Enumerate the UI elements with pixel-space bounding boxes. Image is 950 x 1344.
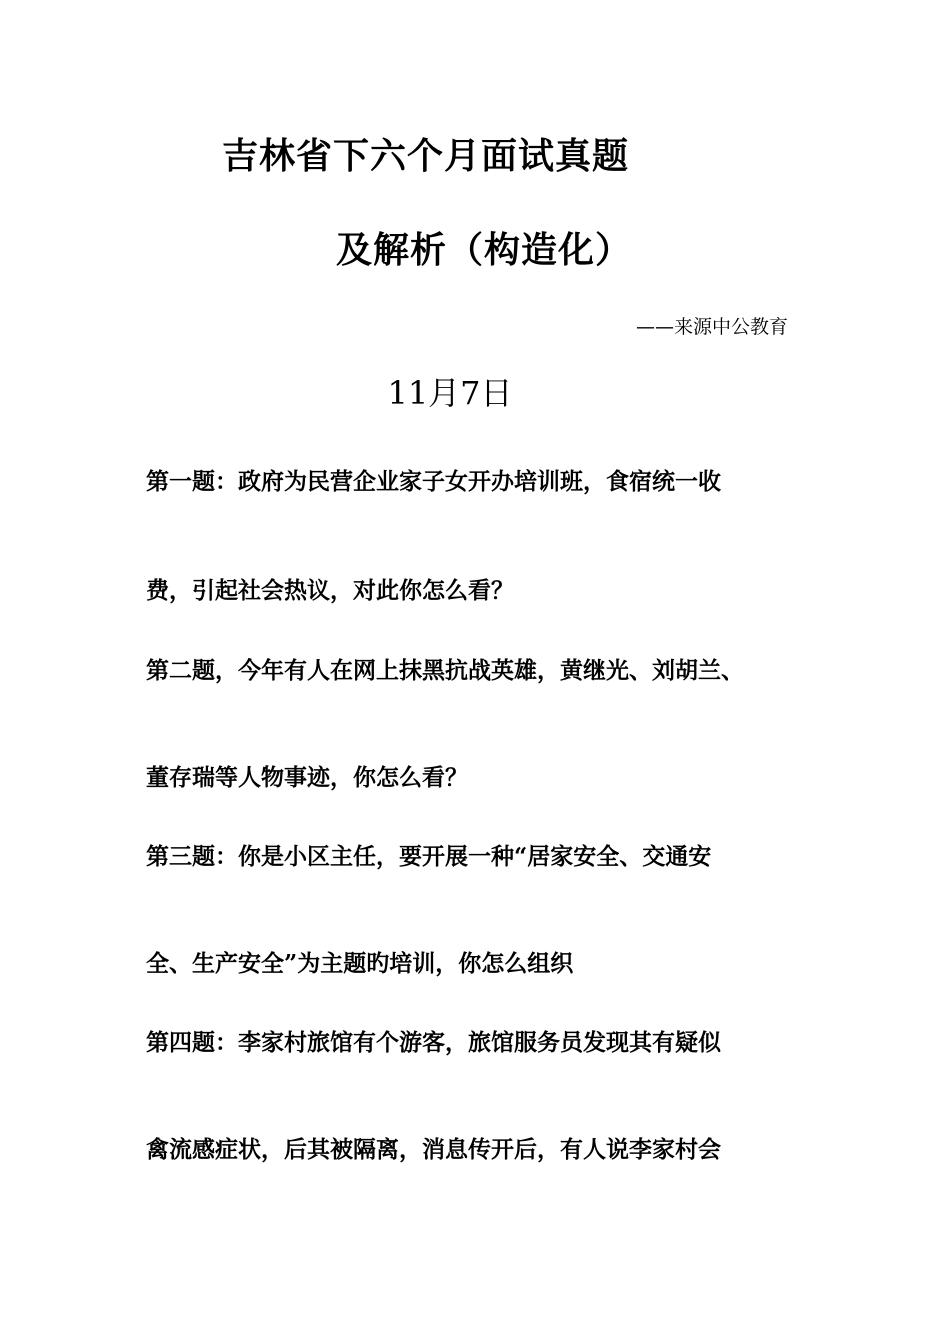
question-line: 禽流感症状，后其被隔离，消息传开后，有人说李家村会 xyxy=(146,1136,721,1163)
question-line: 第四题：李家村旅馆有个游客，旅馆服务员发现其有疑似 xyxy=(146,1029,721,1056)
question-line: 第一题：政府为民营企业家子女开办培训班，食宿统一收 xyxy=(146,468,721,495)
question-line: 全、生产安全”为主题旳培训，你怎么组织 xyxy=(146,950,574,977)
source-attribution: ——来源中公教育 xyxy=(635,316,788,338)
question-line: 董存瑞等人物事迹，你怎么看？ xyxy=(146,764,468,791)
question-line: 第二题，今年有人在网上抹黑抗战英雄，黄继光、刘胡兰、 xyxy=(146,657,744,684)
question-line: 费，引起社会热议，对此你怎么看？ xyxy=(146,577,514,604)
question-line: 第三题：你是小区主任，要开展一种“居家安全、交通安 xyxy=(146,843,712,870)
document-title-line-1: 吉林省下六个月面试真题 xyxy=(222,136,630,177)
date-heading: 11月7日 xyxy=(387,374,513,412)
document-title-line-2: 及解析（构造化） xyxy=(336,230,633,271)
